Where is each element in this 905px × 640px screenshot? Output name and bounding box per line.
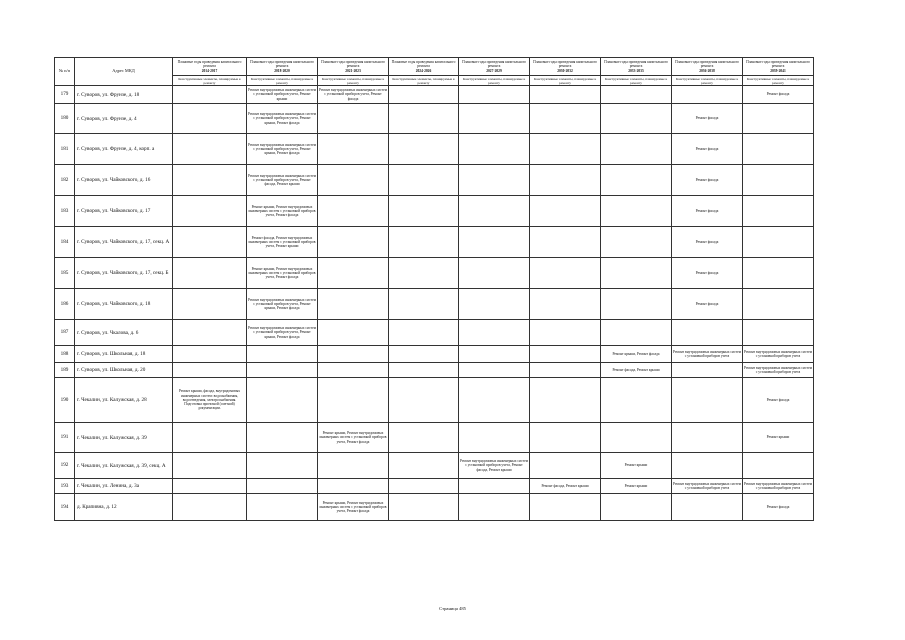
repair-cell xyxy=(601,258,672,289)
repair-cell xyxy=(389,423,459,453)
repair-cell xyxy=(459,363,530,378)
repair-cell xyxy=(318,320,389,346)
repair-cell xyxy=(530,134,601,165)
repair-cell xyxy=(672,453,743,479)
table-row xyxy=(55,453,814,479)
repair-cell xyxy=(601,134,672,165)
repair-cell: Ремонт фасада, Ремонт крыши xyxy=(601,363,672,378)
repair-cell xyxy=(247,378,318,423)
repair-cell xyxy=(459,86,530,104)
repair-cell: Ремонт крыши, фасада, внутридомовых инженерных систем: водоснабжения, водоотведения, электроснабжения. Подготовка проектной (сметной) документации. xyxy=(173,378,247,423)
repair-cell xyxy=(601,289,672,320)
repair-cell xyxy=(318,479,389,494)
repair-cell xyxy=(459,494,530,521)
table-row xyxy=(55,479,814,494)
repair-cell: Ремонт фасада, Ремонт внутридомовых инженерных систем с установкой приборов учета, Ремонт крыши xyxy=(247,227,318,258)
repair-cell xyxy=(173,320,247,346)
repair-cell xyxy=(389,494,459,521)
repair-cell xyxy=(459,346,530,363)
repair-cell: Ремонт фасада xyxy=(672,165,743,196)
table-row xyxy=(55,86,814,104)
table-row xyxy=(55,289,814,320)
row-address: г. Суворов, ул. Чайковского, д. 18 xyxy=(75,289,173,320)
repair-cell: Ремонт внутридомовых инженерных систем с установкой приборов учета, Ремонт крыши, Ремонт фасада xyxy=(247,104,318,134)
repair-cell: Ремонт внутридомовых инженерных систем с установкой приборов учета xyxy=(743,479,814,494)
period-years: 2030-2032 xyxy=(557,68,573,73)
repair-cell xyxy=(530,363,601,378)
repair-cell xyxy=(389,196,459,227)
repair-cell: Ремонт фасада, Ремонт крыши xyxy=(530,479,601,494)
repair-cell: Ремонт фасада xyxy=(743,378,814,423)
repair-cell: Ремонт внутридомовых инженерных систем с установкой приборов учета xyxy=(743,363,814,378)
row-number: 194 xyxy=(55,494,75,521)
repair-cell xyxy=(389,165,459,196)
row-address: г. Суворов, ул. Чайковского, д. 16 xyxy=(75,165,173,196)
period-years: 2021-2023 xyxy=(345,68,361,73)
row-number: 184 xyxy=(55,227,75,258)
repair-cell xyxy=(389,378,459,423)
repair-cell xyxy=(743,227,814,258)
repair-cell xyxy=(318,258,389,289)
repair-cell xyxy=(389,227,459,258)
repair-cell xyxy=(173,134,247,165)
period-title: Плановые годы проведения капитального ремонта xyxy=(675,60,739,69)
repair-cell xyxy=(459,423,530,453)
row-number: 186 xyxy=(55,289,75,320)
repair-cell xyxy=(247,346,318,363)
period-title: Плановые годы проведения капитального ремонта xyxy=(321,60,385,69)
repair-cell xyxy=(459,258,530,289)
period-subheader: Конструктивные элементы, планируемые к ремонту xyxy=(247,76,318,86)
repair-cell: Ремонт крыши, Ремонт внутридомовых инженерных систем с установкой приборов учета, Ремонт фасада xyxy=(247,258,318,289)
table-row xyxy=(55,423,814,453)
row-address: г. Суворов, ул. Чайковского, д. 17, секц. А xyxy=(75,227,173,258)
period-title: Плановые годы проведения капитального ремонта xyxy=(462,60,526,69)
repair-cell: Ремонт крыши xyxy=(601,453,672,479)
repair-cell xyxy=(601,494,672,521)
repair-cell xyxy=(173,227,247,258)
row-address: г. Суворов, ул. Школьная, д. 20 xyxy=(75,363,173,378)
period-header xyxy=(318,58,389,76)
repair-cell xyxy=(743,165,814,196)
period-title: Плановые годы проведения капитального ремонта xyxy=(604,60,668,69)
period-header xyxy=(389,58,459,76)
repair-cell xyxy=(530,227,601,258)
repair-cell: Ремонт внутридомовых инженерных систем с установкой приборов учета xyxy=(672,346,743,363)
repair-cell xyxy=(173,289,247,320)
period-header xyxy=(672,58,743,76)
repair-cell xyxy=(672,363,743,378)
row-address: г. Суворов, ул. Чайковского, д. 17, секц. Б xyxy=(75,258,173,289)
repair-cell xyxy=(601,227,672,258)
period-header xyxy=(530,58,601,76)
repair-cell xyxy=(530,346,601,363)
row-number: 181 xyxy=(55,134,75,165)
repair-cell: Ремонт крыши, Ремонт внутридомовых инженерных систем с установкой приборов учета, Ремонт фасада xyxy=(318,494,389,521)
repair-cell: Ремонт фасада xyxy=(672,227,743,258)
repair-cell xyxy=(530,423,601,453)
repair-cell xyxy=(743,289,814,320)
repair-cell xyxy=(459,134,530,165)
repair-cell: Ремонт внутридомовых инженерных систем с установкой приборов учета, Ремонт фасада, Ремонт крыши xyxy=(247,165,318,196)
row-number: 191 xyxy=(55,423,75,453)
repair-cell xyxy=(672,320,743,346)
table-body xyxy=(55,86,814,521)
repair-cell xyxy=(459,289,530,320)
table-row xyxy=(55,258,814,289)
row-number: 180 xyxy=(55,104,75,134)
row-address: г. Чекалин, ул. Калужская, д. 39, секц. А xyxy=(75,453,173,479)
period-subheader: Конструктивные элементы, планируемые к ремонту xyxy=(743,76,814,86)
repair-cell xyxy=(601,196,672,227)
row-address: г. Суворов, ул. Чайковского, д. 17 xyxy=(75,196,173,227)
repair-cell: Ремонт внутридомовых инженерных систем с установкой приборов учета xyxy=(672,479,743,494)
repair-cell xyxy=(459,196,530,227)
repair-schedule-sheet xyxy=(54,57,814,521)
repair-cell xyxy=(459,378,530,423)
repair-cell xyxy=(318,289,389,320)
repair-cell xyxy=(247,423,318,453)
repair-cell: Ремонт крыши, Ремонт фасада xyxy=(601,346,672,363)
repair-cell xyxy=(173,346,247,363)
repair-cell xyxy=(601,423,672,453)
row-number: 182 xyxy=(55,165,75,196)
repair-cell: Ремонт внутридомовых инженерных систем с установкой приборов учета xyxy=(743,346,814,363)
header-row xyxy=(55,58,814,76)
repair-cell xyxy=(389,104,459,134)
repair-cell xyxy=(672,86,743,104)
period-subheader: Конструктивные элементы, планируемые к ремонту xyxy=(601,76,672,86)
row-number: 187 xyxy=(55,320,75,346)
repair-cell xyxy=(318,134,389,165)
repair-cell xyxy=(318,165,389,196)
repair-cell: Ремонт внутридомовых инженерных систем с установкой приборов учета, Ремонт крыши xyxy=(247,86,318,104)
repair-cell xyxy=(601,320,672,346)
table-row xyxy=(55,494,814,521)
period-header xyxy=(247,58,318,76)
repair-cell xyxy=(530,494,601,521)
repair-cell xyxy=(743,258,814,289)
period-subheader: Конструктивные элементы, планируемые к ремонту xyxy=(318,76,389,86)
repair-cell: Ремонт фасада xyxy=(672,104,743,134)
period-years: 2039-2041 xyxy=(770,68,786,73)
repair-cell xyxy=(459,227,530,258)
repair-schedule-table xyxy=(54,57,814,521)
repair-cell xyxy=(318,196,389,227)
repair-cell: Ремонт фасада xyxy=(743,86,814,104)
repair-cell xyxy=(530,320,601,346)
row-number: 193 xyxy=(55,479,75,494)
period-years: 2033-2035 xyxy=(628,68,644,73)
repair-cell: Ремонт внутридомовых инженерных систем с установкой приборов учета, Ремонт крыши, Ремонт фасада xyxy=(247,134,318,165)
period-title: Плановые годы проведения капитального ремонта xyxy=(177,60,242,69)
repair-cell xyxy=(389,289,459,320)
repair-cell xyxy=(389,453,459,479)
table-row xyxy=(55,165,814,196)
table-row xyxy=(55,104,814,134)
row-address: г. Суворов, ул. Чкалова, д. 6 xyxy=(75,320,173,346)
repair-cell xyxy=(459,479,530,494)
repair-cell xyxy=(173,104,247,134)
period-years: 2014-2017 xyxy=(201,68,218,73)
row-number: 192 xyxy=(55,453,75,479)
row-number: 179 xyxy=(55,86,75,104)
row-address: г. Чекалин, ул. Калужская, д. 28 xyxy=(75,378,173,423)
row-address: г. Суворов, ул. Фрунзе, д. 4 xyxy=(75,104,173,134)
period-header xyxy=(459,58,530,76)
repair-cell xyxy=(318,227,389,258)
period-title: Плановые годы проведения капитального ремонта xyxy=(250,60,314,69)
repair-cell xyxy=(459,165,530,196)
row-address: г. Суворов, ул. Фрунзе, д. 4, корп. а xyxy=(75,134,173,165)
row-number: 189 xyxy=(55,363,75,378)
repair-cell: Ремонт крыши xyxy=(601,479,672,494)
period-title: Плановые годы проведения капитального ремонта xyxy=(391,60,456,69)
repair-cell xyxy=(530,378,601,423)
repair-cell xyxy=(173,453,247,479)
repair-cell xyxy=(459,104,530,134)
repair-cell xyxy=(173,479,247,494)
repair-cell: Ремонт фасада xyxy=(672,134,743,165)
row-number: 183 xyxy=(55,196,75,227)
repair-cell xyxy=(530,104,601,134)
repair-cell xyxy=(318,104,389,134)
repair-cell xyxy=(601,86,672,104)
repair-cell xyxy=(318,453,389,479)
repair-cell xyxy=(389,134,459,165)
repair-cell xyxy=(743,104,814,134)
period-subheader: Конструктивные элементы, планируемые к ремонту xyxy=(672,76,743,86)
repair-cell: Ремонт фасада xyxy=(743,494,814,521)
repair-cell xyxy=(389,86,459,104)
row-address: г. Чекалин, ул. Калужская, д. 39 xyxy=(75,423,173,453)
repair-cell xyxy=(173,196,247,227)
repair-cell: Ремонт внутридомовых инженерных систем с установкой приборов учета, Ремонт крыши, Ремонт фасада xyxy=(247,320,318,346)
row-address: г. Суворов, ул. Фрунзе, д. 18 xyxy=(75,86,173,104)
table-row xyxy=(55,363,814,378)
repair-cell xyxy=(173,86,247,104)
period-years: 2018-2020 xyxy=(274,68,290,73)
repair-cell xyxy=(247,453,318,479)
table-row xyxy=(55,196,814,227)
repair-cell xyxy=(601,378,672,423)
repair-cell xyxy=(247,479,318,494)
row-number: 190 xyxy=(55,378,75,423)
repair-cell xyxy=(530,165,601,196)
repair-cell xyxy=(672,494,743,521)
repair-cell: Ремонт фасада xyxy=(672,196,743,227)
repair-cell xyxy=(530,289,601,320)
repair-cell: Ремонт крыши, Ремонт внутридомовых инженерных систем с установкой приборов учета, Ремонт фасада xyxy=(318,423,389,453)
repair-cell xyxy=(601,165,672,196)
repair-cell: Ремонт фасада xyxy=(672,258,743,289)
table-row xyxy=(55,378,814,423)
repair-cell: Ремонт крыши, Ремонт внутридомовых инженерных систем с установкой приборов учета, Ремонт фасада xyxy=(247,196,318,227)
repair-cell xyxy=(601,104,672,134)
row-address: г. Суворов, ул. Школьная, д. 18 xyxy=(75,346,173,363)
repair-cell xyxy=(389,258,459,289)
repair-cell xyxy=(672,423,743,453)
col-addr-header: Адрес МКД xyxy=(75,58,173,86)
repair-cell xyxy=(173,494,247,521)
repair-cell xyxy=(743,320,814,346)
repair-cell xyxy=(173,165,247,196)
row-address: г. Чекалин, ул. Ленина, д. 3а xyxy=(75,479,173,494)
period-subheader: Конструктивные элементы, планируемые к ремонту xyxy=(459,76,530,86)
row-number: 185 xyxy=(55,258,75,289)
col-num-header: № п/п xyxy=(55,58,75,86)
period-years: 2027-2029 xyxy=(486,68,502,73)
repair-cell xyxy=(743,196,814,227)
repair-cell: Ремонт внутридомовых инженерных систем с установкой приборов учета, Ремонт крыши, Ремонт фасада xyxy=(247,289,318,320)
repair-cell xyxy=(173,258,247,289)
repair-cell xyxy=(743,134,814,165)
period-header xyxy=(743,58,814,76)
repair-cell: Ремонт внутридомовых инженерных систем с установкой приборов учета, Ремонт фасада xyxy=(318,86,389,104)
repair-cell xyxy=(247,494,318,521)
repair-cell xyxy=(173,363,247,378)
repair-cell xyxy=(318,346,389,363)
repair-cell xyxy=(389,320,459,346)
period-title: Плановые годы проведения капитального ремонта xyxy=(533,60,597,69)
repair-cell xyxy=(743,453,814,479)
repair-cell xyxy=(389,363,459,378)
table-row xyxy=(55,346,814,363)
period-subheader: Конструктивные элементы, планируемые к ремонту xyxy=(173,76,247,86)
repair-cell xyxy=(247,363,318,378)
repair-cell: Ремонт внутридомовых инженерных систем с установкой приборов учета, Ремонт фасада, Ремонт крыши xyxy=(459,453,530,479)
period-subheader: Конструктивные элементы, планируемые к ремонту xyxy=(530,76,601,86)
repair-cell xyxy=(459,320,530,346)
period-title: Плановые годы проведения капитального ремонта xyxy=(746,60,810,69)
repair-cell xyxy=(530,196,601,227)
period-header xyxy=(601,58,672,76)
repair-cell: Ремонт крыши xyxy=(743,423,814,453)
repair-cell xyxy=(530,258,601,289)
repair-cell: Ремонт фасада xyxy=(672,289,743,320)
table-row xyxy=(55,227,814,258)
repair-cell xyxy=(389,346,459,363)
repair-cell xyxy=(389,479,459,494)
repair-cell xyxy=(318,363,389,378)
repair-cell xyxy=(530,86,601,104)
repair-cell xyxy=(672,378,743,423)
repair-cell xyxy=(530,453,601,479)
repair-cell xyxy=(318,378,389,423)
row-address: д. Крапивна, д. 12 xyxy=(75,494,173,521)
period-years: 2036-2038 xyxy=(699,68,715,73)
repair-cell xyxy=(173,423,247,453)
period-subheader: Конструктивные элементы, планируемые к ремонту xyxy=(389,76,459,86)
page-number: Страница 485 xyxy=(439,606,466,611)
table-row xyxy=(55,320,814,346)
period-years: 2024-2026 xyxy=(415,68,432,73)
row-number: 188 xyxy=(55,346,75,363)
period-header xyxy=(173,58,247,76)
table-row xyxy=(55,134,814,165)
